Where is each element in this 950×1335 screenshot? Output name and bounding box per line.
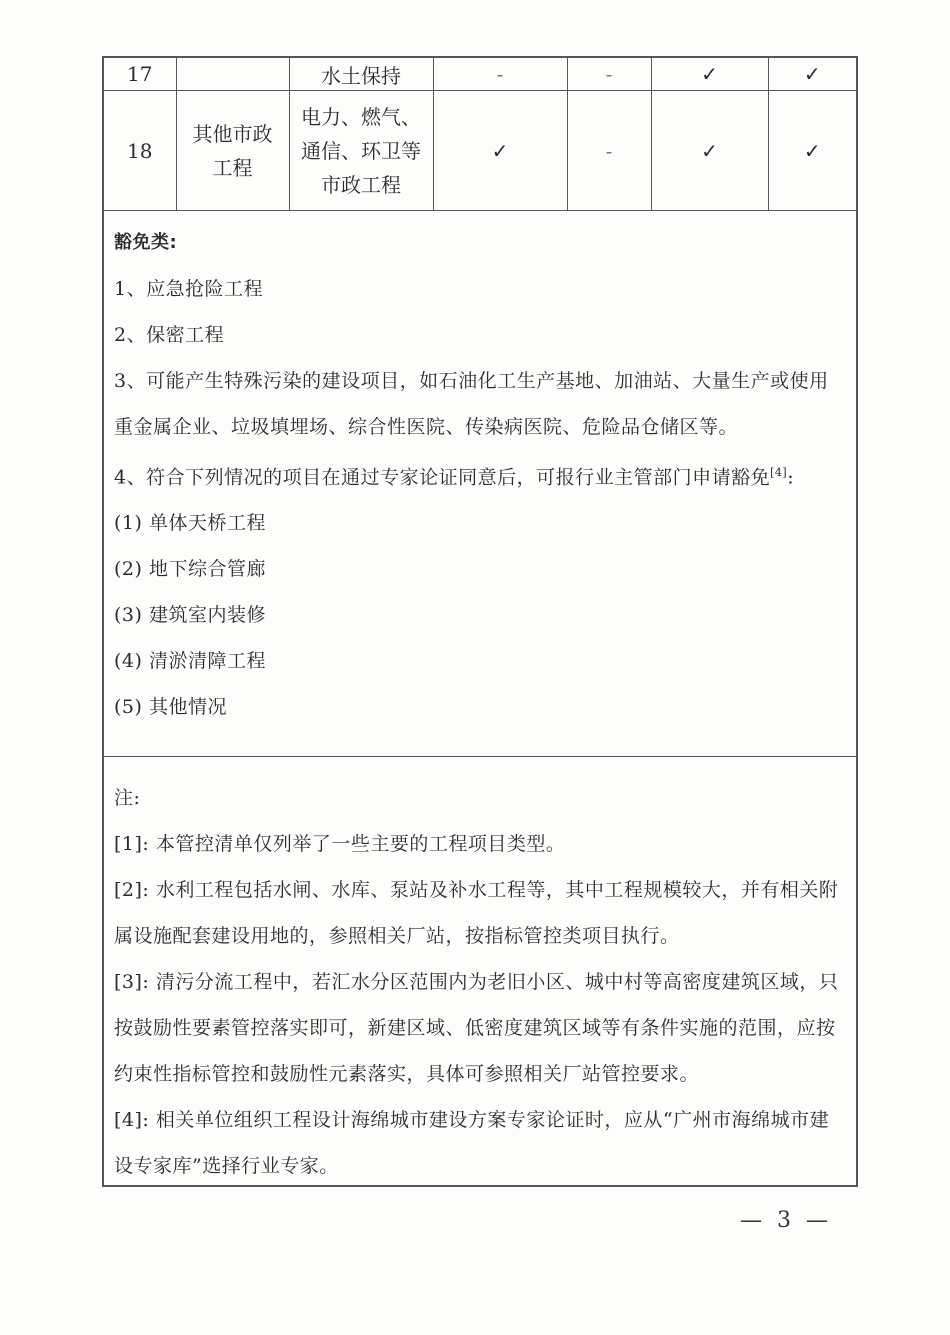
list-item: (3) 建筑室内装修 [114,604,266,627]
list-item: (4) 清淤清障工程 [114,650,266,673]
category-cell [176,58,289,91]
project-type-cell [289,91,433,211]
mark-cell: - [567,58,651,91]
item-suffix: : [787,466,795,489]
list-item: (5) 其他情况 [114,696,227,719]
note-line: 按鼓励性要素管控落实即可，新建区域、低密度建筑区域等有条件实施的范围，应按 [114,1017,836,1039]
notes-section [104,758,856,1189]
item-text: 4、符合下列情况的项目在通过专家论证同意后，可报行业主管部门申请豁免 [114,466,771,489]
check-mark: ✓ [768,91,856,211]
list-item [114,450,846,500]
project-type-cell: 水土保持 [289,58,433,91]
note-line: [2]: 水利工程包括水闸、水库、泵站及补水工程等，其中工程规模较大，并有相关附 [114,879,839,901]
list-item: 3、可能产生特殊污染的建设项目，如石油化工生产基地、加油站、大量生产或使用 [114,370,829,392]
table-row [104,91,856,211]
category-cell [176,91,289,211]
type-line: 通信、环卫等 [301,138,421,163]
footnote-ref: [4] [770,466,788,479]
category-line: 其他市政 [192,121,273,146]
row-number: 17 [104,58,176,91]
note-line: [3]: 清污分流工程中，若汇水分区范围内为老旧小区、城中村等高密度建筑区域，只 [114,971,839,993]
exemption-section [104,213,856,757]
page-number: — 3 — [740,1208,832,1233]
table-row [104,58,856,91]
list-item: (2) 地下综合管廊 [114,558,266,581]
notes-heading: 注: [114,787,141,809]
note-line: 设专家库”选择行业专家。 [114,1155,339,1177]
list-item: 1、应急抢险工程 [114,278,264,300]
exemption-heading: 豁免类: [114,232,178,253]
project-table [104,58,856,211]
category-line: 工程 [212,155,253,180]
check-mark: ✓ [433,91,567,211]
list-item: (1) 单体天桥工程 [114,512,266,535]
note-line: 约束性指标管控和鼓励性元素落实，具体可参照相关厂站管控要求。 [114,1063,700,1085]
list-item: 2、保密工程 [114,324,225,346]
type-line: 市政工程 [321,172,401,197]
type-line: 电力、燃气、 [301,104,421,129]
mark-cell: - [433,58,567,91]
check-mark: ✓ [768,58,856,91]
check-mark: ✓ [651,58,768,91]
document-frame [102,56,858,1187]
mark-cell: - [567,91,651,211]
note-line: [1]: 本管控清单仅列举了一些主要的工程项目类型。 [114,833,566,855]
note-line: [4]: 相关单位组织工程设计海绵城市建设方案专家论证时，应从“广州市海绵城市建 [114,1109,830,1131]
note-line: 属设施配套建设用地的，参照相关厂站，按指标管控类项目执行。 [114,925,680,947]
list-item: 重金属企业、垃圾填埋场、综合性医院、传染病医院、危险品仓储区等。 [114,416,739,438]
check-mark: ✓ [651,91,768,211]
row-number: 18 [104,91,176,211]
